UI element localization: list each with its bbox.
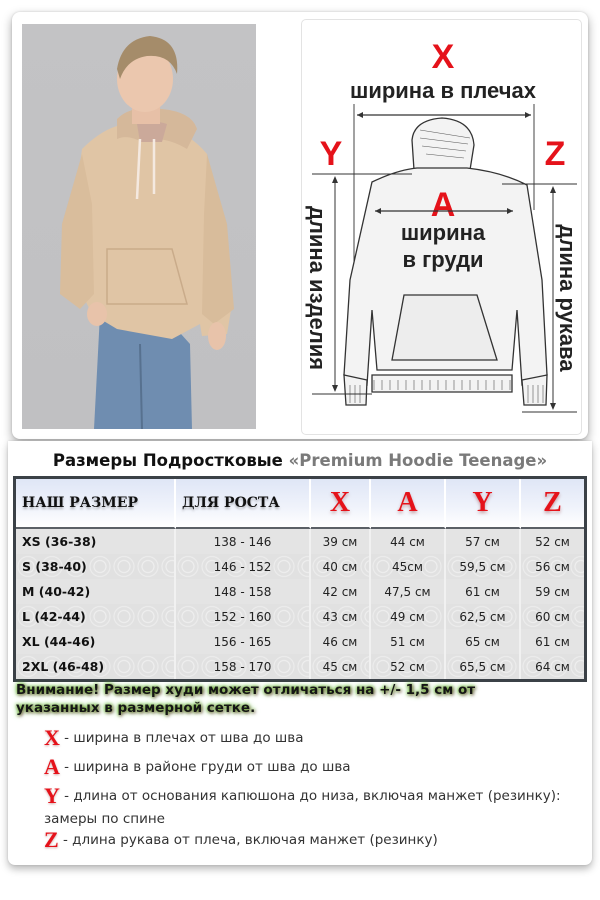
legend-item-z (44, 829, 438, 851)
cell-size: XS (36-38) (16, 529, 176, 554)
cell-x: 42 см (311, 579, 371, 604)
cell-a: 52 см (371, 654, 446, 679)
size-table (13, 476, 587, 682)
cell-y: 61 см (446, 579, 521, 604)
legend-text-z: - длина рукава от плеча, включая манжет (резинку) (58, 832, 438, 848)
legend-item-a (44, 756, 351, 778)
table-row (16, 654, 584, 679)
size-warning-note: Внимание! Размер худи может отличаться на +/- 1,5 см от указанных в размерной сетке. (16, 682, 476, 716)
cell-a: 45см (371, 554, 446, 579)
cell-x: 46 см (311, 629, 371, 654)
cell-z: 56 см (521, 554, 584, 579)
cell-height: 158 - 170 (176, 654, 311, 679)
legend-letter-x: X (44, 725, 60, 750)
cell-size: S (38-40) (16, 554, 176, 579)
header-a: A (371, 479, 446, 529)
header-height: ДЛЯ РОСТА (176, 479, 311, 529)
cell-height: 152 - 160 (176, 604, 311, 629)
cell-a: 47,5 см (371, 579, 446, 604)
model-photo (22, 24, 256, 429)
cell-z: 52 см (521, 529, 584, 554)
a-label-line2: в груди (402, 247, 484, 272)
cell-a: 44 см (371, 529, 446, 554)
legend-item-x (44, 727, 304, 749)
a-label-line1: ширина (400, 220, 486, 245)
legend-text-y: - длина от основания капюшона до низа, включая манжет (резинку): замеры по спине (44, 788, 561, 827)
cell-height: 156 - 165 (176, 629, 311, 654)
x-marker: X (431, 38, 455, 76)
cell-z: 59 см (521, 579, 584, 604)
table-row (16, 629, 584, 654)
cell-height: 148 - 158 (176, 579, 311, 604)
cell-y: 65,5 см (446, 654, 521, 679)
title-main: Размеры Подростковые (52, 451, 283, 470)
legend-letter-a: A (44, 754, 60, 779)
cell-x: 40 см (311, 554, 371, 579)
header-size: НАШ РАЗМЕР (16, 479, 176, 529)
sleeve-length-label: длина рукава (555, 224, 580, 372)
legend-letter-z: Z (44, 827, 59, 852)
cell-x: 43 см (311, 604, 371, 629)
legend-letter-y: Y (44, 783, 60, 808)
table-row (16, 554, 584, 579)
cell-y: 65 см (446, 629, 521, 654)
cell-a: 49 см (371, 604, 446, 629)
x-label: ширина в плечах (349, 78, 537, 103)
header-x: X (311, 479, 371, 529)
cell-y: 62,5 см (446, 604, 521, 629)
teen-in-hoodie-image (22, 24, 256, 429)
cell-size: M (40-42) (16, 579, 176, 604)
a-marker: A (430, 186, 456, 224)
legend-text-a: - ширина в районе груди от шва до шва (59, 759, 351, 775)
header-y: Y (446, 479, 521, 529)
y-marker: Y (319, 135, 343, 173)
cell-height: 146 - 152 (176, 554, 311, 579)
table-header-row (16, 479, 584, 529)
length-label: длина изделия (305, 205, 330, 371)
cell-size: XL (44-46) (16, 629, 176, 654)
table-row (16, 579, 584, 604)
header-z: Z (521, 479, 584, 529)
size-diagram-panel (301, 19, 582, 435)
cell-size: L (42-44) (16, 604, 176, 629)
cell-a: 51 см (371, 629, 446, 654)
legend-text-x: - ширина в плечах от шва до шва (59, 730, 304, 746)
cell-size: 2XL (46-48) (16, 654, 176, 679)
cell-y: 59,5 см (446, 554, 521, 579)
cell-z: 60 см (521, 604, 584, 629)
cell-x: 45 см (311, 654, 371, 679)
cell-z: 61 см (521, 629, 584, 654)
cell-height: 138 - 146 (176, 529, 311, 554)
z-marker: Z (544, 135, 566, 173)
table-row (16, 604, 584, 629)
size-chart-title (0, 451, 600, 470)
cell-y: 57 см (446, 529, 521, 554)
cell-z: 64 см (521, 654, 584, 679)
cell-x: 39 см (311, 529, 371, 554)
hoodie-measurement-diagram (302, 20, 582, 435)
legend-item-y (44, 784, 564, 831)
table-row (16, 529, 584, 554)
title-product: «Premium Hoodie Teenage» (288, 451, 548, 470)
